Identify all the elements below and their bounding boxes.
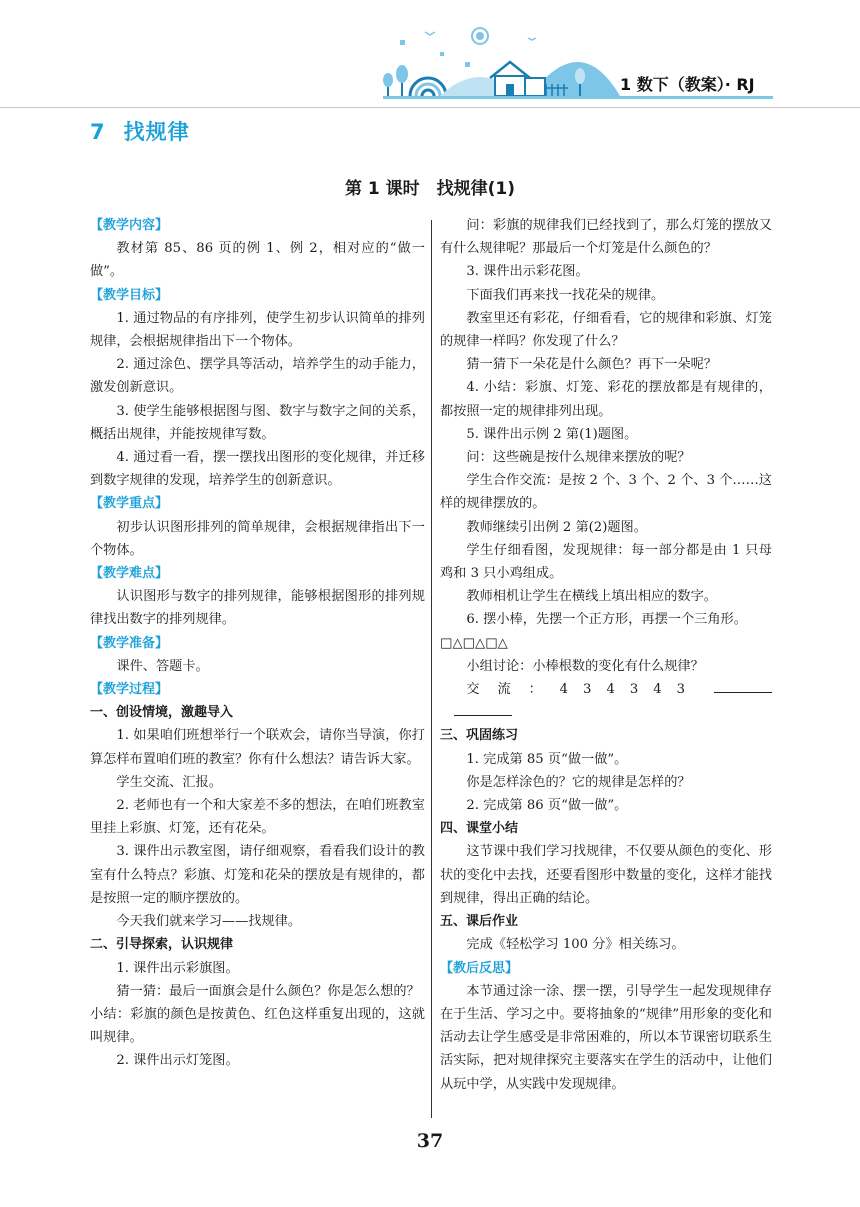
- paragraph: 1. 如果咱们班想举行一个联欢会，请你当导演，你打算怎样布置咱们班的教室？你有什么想法？请告诉大家。: [90, 728, 425, 767]
- paragraph: 2. 课件出示灯笼图。: [116, 1053, 239, 1069]
- section-tag: 【教学准备】: [90, 635, 169, 651]
- paragraph: 你是怎样涂色的？它的规律是怎样的？: [466, 774, 691, 790]
- paragraph: 3. 课件出示彩花图。: [466, 264, 589, 280]
- chapter-number: 7: [90, 120, 106, 144]
- paragraph: 问：彩旗的规律我们已经找到了，那么灯笼的摆放又有什么规律呢？那最后一个灯笼是什么颜色的？: [440, 218, 772, 257]
- paragraph: 今天我们就来学习——找规律。: [116, 914, 302, 930]
- paragraph: 4. 通过看一看，摆一摆找出图形的变化规律，并迁移到数字规律的发现，培养学生的创新意识。: [90, 450, 425, 489]
- sequence-value: 4: [606, 682, 615, 698]
- page-number: 37: [416, 1130, 444, 1152]
- paragraph: 小结：彩旗的颜色是按黄色、红色这样重复出现的，这就叫规律。: [90, 1006, 425, 1046]
- paragraph: 3. 使学生能够根据图与图、数字与数字之间的关系，概括出规律，并能按规律写数。: [90, 403, 425, 442]
- section-heading: 三、巩固练习: [440, 728, 519, 744]
- paragraph: 5. 课件出示例 2 第(1)题图。: [466, 426, 638, 442]
- answer-blank: [714, 678, 772, 693]
- section-heading: 二、引导探索，认识规律: [90, 937, 234, 953]
- header-book-title: 1 数下（教案）· RJ: [620, 75, 755, 94]
- section-tag: 【教学过程】: [90, 682, 169, 698]
- sequence-line: [440, 678, 772, 724]
- paragraph: 教师继续引出例 2 第(2)题图。: [466, 519, 647, 535]
- paragraph: 2. 完成第 86 页“做一做”。: [466, 798, 628, 814]
- paragraph: 认识图形与数字的排列规律，能够根据图形的排列规律找出数字的排列规律。: [90, 589, 425, 628]
- paragraph: 小组讨论：小棒根数的变化有什么规律？: [466, 658, 704, 674]
- sequence-value: 3: [676, 682, 685, 698]
- paragraph: 6. 摆小棒，先摆一个正方形，再摆一个三角形。: [466, 612, 747, 628]
- paragraph: 2. 老师也有一个和大家差不多的想法，在咱们班教室里挂上彩旗、灯笼，还有花朵。: [90, 798, 425, 837]
- column-divider: [431, 220, 432, 1118]
- paragraph: 完成《轻松学习 100 分》相关练习。: [466, 937, 685, 953]
- paragraph: 问：这些碗是按什么规律来摆放的呢？: [466, 450, 691, 466]
- lesson-title: 第 1 课时 找规律(1): [344, 179, 516, 199]
- section-tag: 【教学内容】: [90, 218, 169, 233]
- chapter-title: 找规律: [123, 120, 190, 144]
- header-rule: [0, 107, 860, 108]
- sequence-value: 4: [653, 682, 662, 698]
- section-heading: 五、课后作业: [440, 914, 519, 930]
- paragraph: 学生合作交流：是按 2 个、3 个、2 个、3 个……这样的规律摆放的。: [440, 473, 772, 512]
- paragraph: 1. 课件出示彩旗图。: [116, 960, 239, 976]
- sequence-value: 3: [583, 682, 592, 698]
- sequence-label: 交流：: [466, 682, 560, 698]
- section-tag: 【教后反思】: [440, 960, 519, 976]
- paragraph: 1. 通过物品的有序排列，使学生初步认识简单的排列规律，会根据规律指出下一个物体。: [90, 310, 425, 350]
- paragraph: 下面我们再来找一找花朵的规律。: [466, 287, 665, 303]
- paragraph: □△□△□△: [440, 635, 508, 651]
- sequence-value: 4: [559, 682, 569, 698]
- chapter-heading: [90, 116, 190, 146]
- paragraph: 初步认识图形排列的简单规律，会根据规律指出下一个物体。: [90, 519, 425, 558]
- section-heading: 一、创设情境，激趣导入: [90, 705, 234, 721]
- paragraph: 课件、答题卡。: [116, 658, 209, 674]
- paragraph: 这节课中我们学习找规律，不仅要从颜色的变化、形状的变化中去找，还要看图形中数量的变化，这样才能找到规律，得出正确的结论。: [440, 844, 772, 906]
- paragraph: 1. 完成第 85 页“做一做”。: [466, 751, 628, 767]
- left-column: [90, 214, 425, 1073]
- section-tag: 【教学目标】: [90, 287, 169, 303]
- paragraph: 3. 课件出示教室图，请仔细观察，看看我们设计的教室有什么特点？彩旗、灯笼和花朵的摆放是有规律的，都是按照一定的顺序摆放的。: [90, 844, 425, 906]
- paragraph: 教室里还有彩花，仔细看看，它的规律和彩旗、灯笼的规律一样吗？你发现了什么？: [440, 310, 772, 350]
- section-heading: 四、课堂小结: [440, 821, 519, 837]
- answer-blank: [454, 701, 512, 716]
- paragraph: 2. 通过涂色、摆学具等活动，培养学生的动手能力，激发创新意识。: [90, 357, 425, 396]
- paragraph: 猜一猜：最后一面旗会是什么颜色？你是怎么想的？: [116, 983, 420, 999]
- paragraph: 学生交流、汇报。: [116, 774, 222, 790]
- paragraph: 4. 小结：彩旗、灯笼、彩花的摆放都是有规律的，都按照一定的规律排列出现。: [440, 380, 772, 419]
- section-tag: 【教学难点】: [90, 566, 169, 582]
- section-tag: 【教学重点】: [90, 496, 169, 512]
- page-header: [0, 0, 860, 108]
- header-underline: [383, 96, 773, 99]
- paragraph: 教材第 85、86 页的例 1、例 2，相对应的“做一做”。: [90, 241, 425, 280]
- right-column: [440, 214, 772, 1096]
- paragraph: 猜一猜下一朵花是什么颜色？再下一朵呢？: [466, 357, 717, 373]
- sequence-value: 3: [629, 682, 639, 698]
- paragraph: 学生仔细看图，发现规律：每一部分都是由 1 只母鸡和 3 只小鸡组成。: [440, 542, 772, 582]
- paragraph: 教师相机让学生在横线上填出相应的数字。: [466, 589, 717, 605]
- paragraph: 本节通过涂一涂、摆一摆，引导学生一起发现规律存在于生活、学习之中。要将抽象的“规律”用形象的变化和活动去让学生感受是非常困难的，所以本节课密切联系生活实际，把对规律探究主要落实在学生的活动中，让他们从玩中学，从实践中发现规律。: [440, 983, 772, 1092]
